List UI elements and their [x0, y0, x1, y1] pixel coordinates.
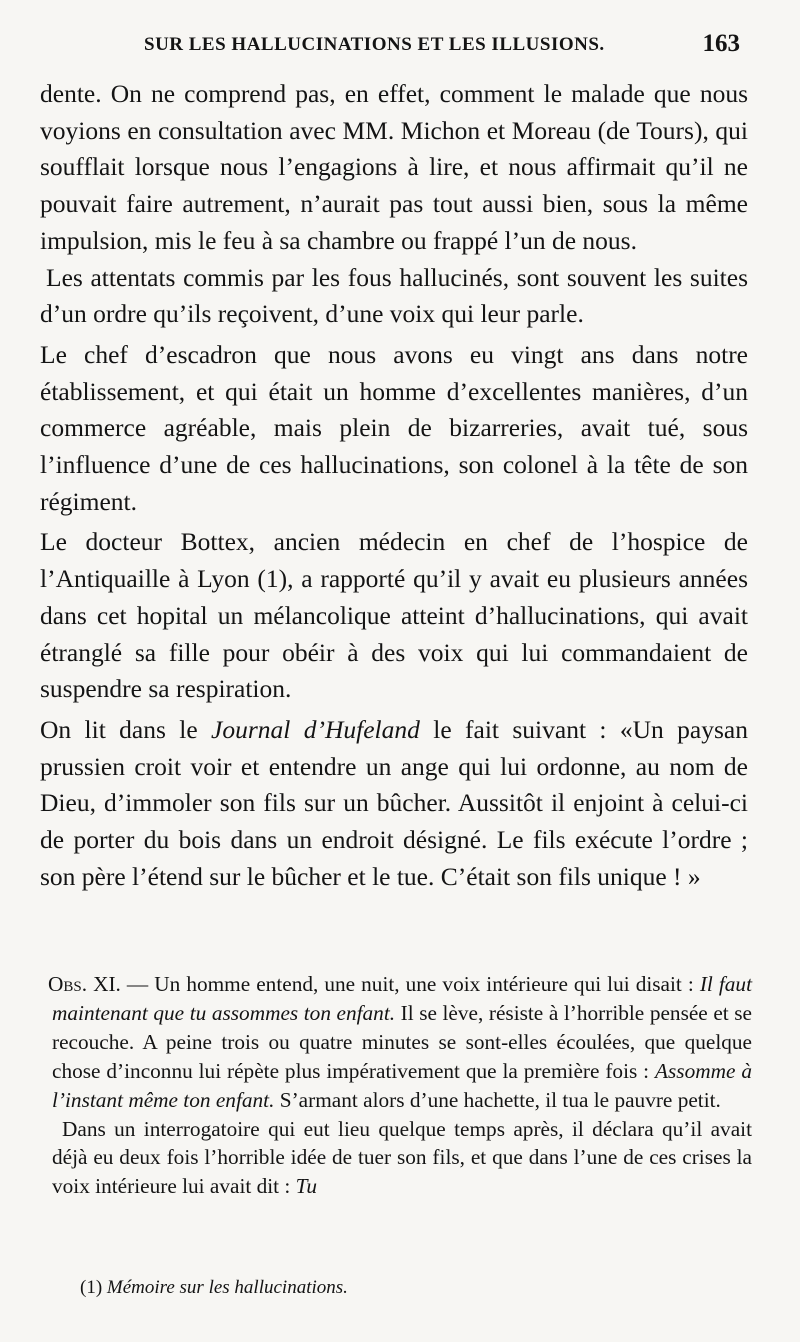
- obs-para2: Dans un interrogatoire qui eut lieu quelque temps après, il déclara qu’il avait déjà eu deux fois l’horrible idée de tuer son fils, et que dans l’une de ces crises la voix intérieure lui avait dit :: [52, 1116, 752, 1199]
- footnote-rule: [40, 1262, 340, 1263]
- observation-label: Obs. XI.: [48, 972, 121, 996]
- obs-quote-2: Assomme à l’instant même ton enfant.: [52, 1058, 752, 1112]
- footnote-title: Mémoire sur les hallucinations.: [106, 1277, 348, 1298]
- running-title: SUR LES HALLUCINATIONS ET LES ILLUSIONS.: [144, 34, 605, 55]
- p5-before: On lit dans le: [40, 714, 212, 744]
- obs-para2-end: Tu: [295, 1174, 317, 1199]
- main-text: [40, 76, 748, 895]
- obs-text-2: Il se lève, résiste à l’horrible pensée et se recouche. A peine trois ou quatre minutes se sont-elles écoulées, que quelque chose d’inconnu lui répète plus impérativement que la première fois :: [52, 1000, 752, 1083]
- paragraph-4: Le docteur Bottex, ancien médecin en chef de l’hospice de l’Antiquaille à Lyon (1), a rapporté qu’il y avait eu plusieurs années dans cet hopital un mélancolique atteint d’hallucinations, qui avait étranglé sa fille pour obéir à des voix qui lui commandaient de suspendre sa respiration.: [40, 527, 748, 704]
- paragraph-5: [40, 712, 748, 896]
- page-header: [40, 30, 740, 64]
- journal-title: Journal d’Hufeland: [211, 714, 420, 744]
- obs-text-1: — Un homme entend, une nuit, une voix intérieure qui lui disait :: [120, 972, 700, 996]
- obs-text-3: S’armant alors d’une hachette, il tua le pauvre petit.: [274, 1087, 721, 1112]
- observation-paragraph: [48, 970, 753, 1115]
- paragraph-3: Le chef d’escadron que nous avons eu vingt ans dans notre établissement, et qui était un homme d’excellentes manières, d’un commerce agréable, mais plein de bizarreries, avait tué, sous l’influence d’une de ces hallucinations, son colonel à la tête de son régiment.: [40, 339, 748, 516]
- obs-quote-1: Il faut maintenant que tu assommes ton enfant.: [52, 972, 753, 1025]
- page-number: 163: [702, 30, 740, 57]
- paragraph-1: dente. On ne comprend pas, en effet, comment le malade que nous voyions en consultation avec MM. Michon et Moreau (de Tours), qui soufflait lorsque nous l’engagions à lire, et nous affirmait qu’il ne pouvait faire autrement, n’aurait pas tout aussi bien, sous la même impulsion, mis le feu à sa chambre ou frappé l’un de nous.: [40, 79, 748, 255]
- observation-block: [48, 970, 753, 1201]
- paragraph-2: Les attentats commis par les fous hallucinés, sont souvent les suites d’un ordre qu’ils reçoivent, d’une voix qui leur parle.: [40, 262, 748, 329]
- footnote-number: (1): [80, 1277, 103, 1298]
- p5-after: le fait suivant : «Un paysan prussien croit voir et entendre un ange qui lui ordonne, au nom de Dieu, d’immoler son fils sur un bûcher. Aussitôt il enjoint à celui-ci de porter du bois dans un endroit désigné. Le fils exécute l’ordre ; son père l’étend sur le bûcher et le tue. C’était son fils unique ! »: [40, 714, 748, 891]
- footnote: [80, 1277, 348, 1299]
- observation-paragraph-2: [52, 1115, 752, 1202]
